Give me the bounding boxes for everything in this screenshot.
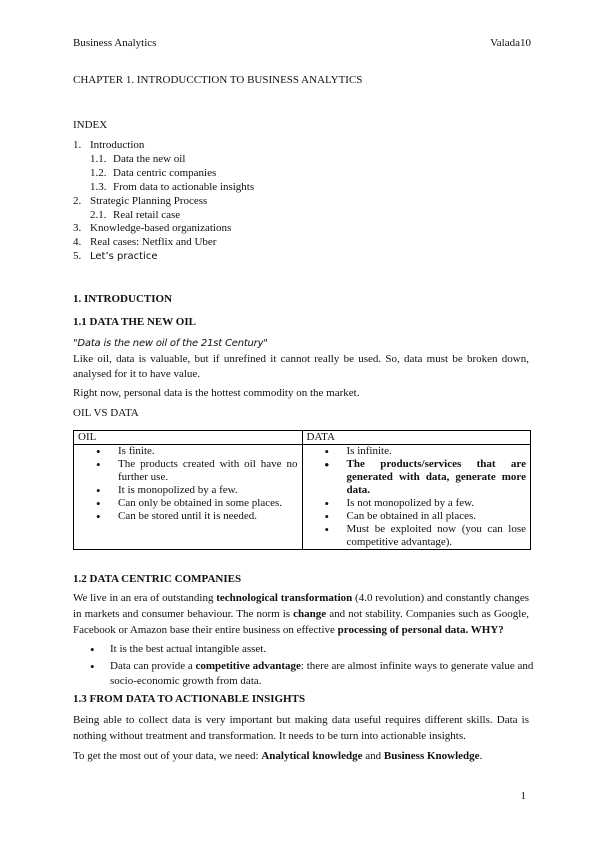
list-item: • Can only be obtained in some places. [118,497,298,510]
paragraph-oil-analogy: Like oil, data is valuable, but if unrefined it cannot really be used. So, data must be broken down, analysed for it to have value. [73,353,529,380]
table-header-oil: OIL [74,431,303,445]
list-item: • It is the best actual intangible asset. [110,642,550,657]
running-header-right: Valada10 [490,37,531,49]
list-item: • Is infinite. [347,445,527,458]
table-header-data: DATA [302,431,531,445]
data-centric-bullets [90,642,550,689]
index-item: 2.1. Real retail case [90,208,181,221]
index-item: 1.1. Data the new oil [90,152,186,165]
oil-vs-data-label: OIL VS DATA [73,407,139,419]
table-cell-data [302,445,531,550]
paragraph-get-most: To get the most out of your data, we need: Analytical knowledge and Business Knowledge. [73,750,483,762]
quote: "Data is the new oil of the 21st Century" [73,338,268,349]
table-cell-oil [74,445,303,550]
list-item: • Data can provide a competitive advantage: there are almost infinite ways to generate value and socio-economic growth from data. [110,659,550,689]
paragraph-data-centric: We live in an era of outstanding technological transformation (4.0 revolution) and constantly changes in markets and consumer behaviour. The norm is change and not stability. Companies such as Google, Facebook or Amazon base their entire business on effective processing of personal data. WHY? [73,592,529,636]
chapter-title: CHAPTER 1. INTRODUCCTION TO BUSINESS ANALYTICS [73,74,363,86]
index-item: 5. Let’s practice [73,250,158,263]
index-list [73,139,254,264]
index-title: INDEX [73,119,108,131]
paragraph-hottest-commodity: Right now, personal data is the hottest commodity on the market. [73,387,360,399]
index-item: 1.3. From data to actionable insights [90,180,255,193]
index-item: 1.2. Data centric companies [90,166,217,179]
index-item: 4. Real cases: Netflix and Uber [73,236,217,249]
subsection-heading-actionable-insights: 1.3 FROM DATA TO ACTIONABLE INSIGHTS [73,693,306,705]
index-item: 3. Knowledge-based organizations [73,222,232,235]
oil-vs-data-table [73,430,531,550]
list-item: • The products/services that are generated with data, generate more data. [347,458,527,497]
paragraph-collect-data: Being able to collect data is very important but making data useful requires different skills. Data is nothing without treatment and transformation. It needs to be turn into actionable insights. [73,714,529,742]
list-item: • The products created with oil have no further use. [118,458,298,484]
list-item: • Can be obtained in all places. [347,510,527,523]
list-item: • It is monopolized by a few. [118,484,298,497]
index-item: 1. Introduction [73,139,145,151]
section-heading-introduction: 1. INTRODUCTION [73,293,173,305]
subsection-heading-data-centric: 1.2 DATA CENTRIC COMPANIES [73,573,242,585]
list-item: • Can be stored until it is needed. [118,510,298,523]
list-item: • Is finite. [118,445,298,458]
running-header-left: Business Analytics [73,37,157,49]
list-item: • Is not monopolized by a few. [347,497,527,510]
subsection-heading-new-oil: 1.1 DATA THE NEW OIL [73,316,196,328]
list-item: • Must be exploited now (you can lose competitive advantage). [347,523,527,549]
index-item: 2. Strategic Planning Process [73,194,208,207]
page-number: 1 [520,790,526,802]
